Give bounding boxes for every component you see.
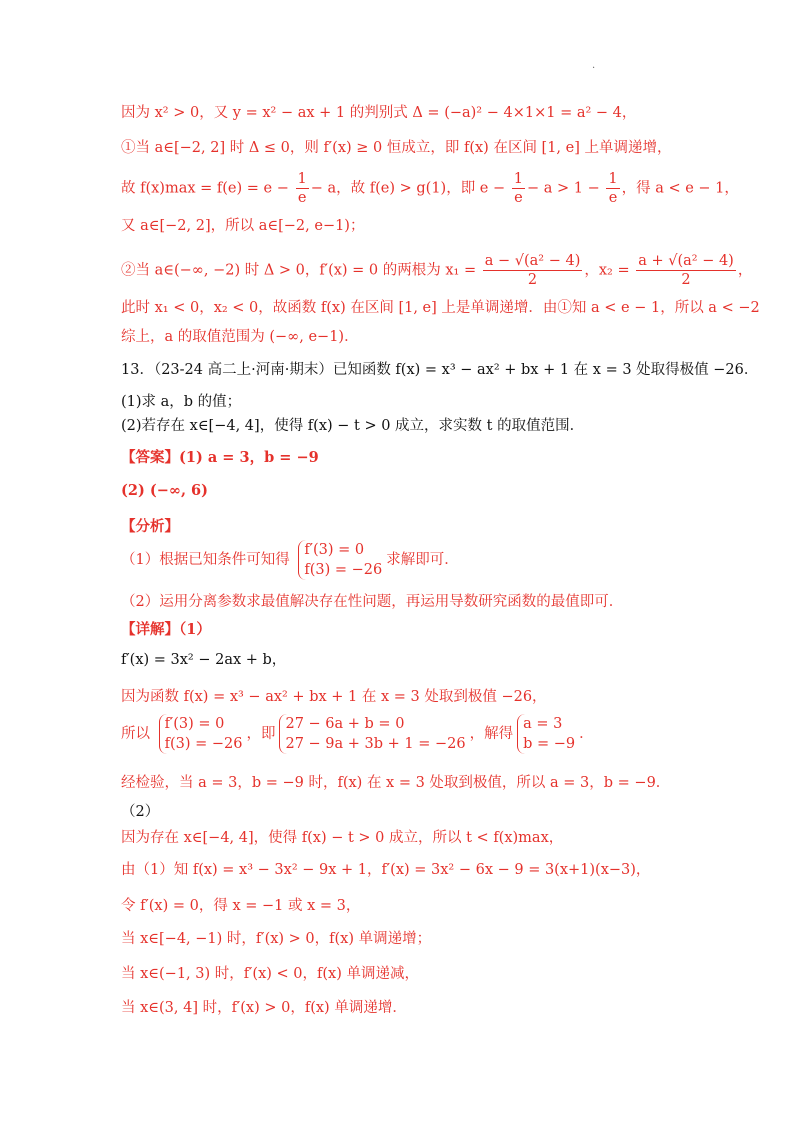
text-line-3-head: 故 f(x)max = f(e) = e − <box>121 180 294 197</box>
fraction-1-over-e <box>296 170 309 207</box>
text-line-1: 因为 x² > 0，又 y = x² − ax + 1 的判别式 Δ = (−a)² − 4×1×1 = a² − 4， <box>121 105 637 121</box>
detail-mid: ，即 <box>246 726 276 742</box>
detail-line-part2-4: 当 x∈[−4, −1) 时，f′(x) > 0，f(x) 单调递增； <box>121 931 432 947</box>
answer-line-1: 【答案】(1) a = 3，b = −9 <box>121 449 319 466</box>
text-line-3-mid: − a，故 f(e) > g(1)，即 e − <box>310 180 510 197</box>
frac-den: e <box>608 190 618 206</box>
analysis-equation-system <box>298 540 382 580</box>
equation-row: f′(3) = 0 <box>304 542 365 558</box>
detail-solve: ，解得 <box>469 726 514 742</box>
page-mark: . <box>592 60 596 71</box>
text-line-5-tail: ， <box>737 262 753 279</box>
text-line-5 <box>121 252 753 289</box>
frac-den: e <box>297 190 307 206</box>
frac-num: 1 <box>513 171 523 187</box>
frac-num: a − √(a² − 4) <box>484 253 581 269</box>
analysis-heading: 【分析】 <box>121 518 179 535</box>
equation-row: a = 3 <box>523 716 563 732</box>
fraction-1-over-e-3 <box>606 170 619 207</box>
fraction-root-x2 <box>636 252 736 289</box>
detail-equation-system-3 <box>517 714 575 754</box>
detail-equation-system-1 <box>159 714 243 754</box>
text-line-3-tail: ，得 a < e − 1， <box>621 180 739 197</box>
problem-13-part1: (1)求 a，b 的值； <box>121 394 242 410</box>
frac-num: a + √(a² − 4) <box>638 253 734 269</box>
text-line-5-head: ②当 a∈(−∞, −2) 时 Δ > 0，f′(x) = 0 的两根为 x₁ = <box>121 262 481 279</box>
analysis-step-1 <box>121 540 680 580</box>
text-line-3-mid2: − a > 1 − <box>527 180 605 197</box>
equation-row: f(3) = −26 <box>304 562 383 578</box>
text-line-7: 综上，a 的取值范围为 (−∞, e−1)． <box>121 329 359 345</box>
detail-heading: 【详解】（1） <box>121 621 211 638</box>
detail-line-part2-6: 当 x∈(3, 4] 时，f′(x) > 0，f(x) 单调递增． <box>121 1000 407 1016</box>
equation-row: b = −9 <box>523 736 576 752</box>
fraction-root-x1 <box>483 252 583 289</box>
frac-den: 2 <box>527 272 538 288</box>
text-line-4: 又 a∈[−2, 2]，所以 a∈[−2, e−1)； <box>121 218 365 234</box>
detail-end: ． <box>579 726 594 742</box>
text-line-2: ①当 a∈[−2, 2] 时 Δ ≤ 0，则 f′(x) ≥ 0 恒成立，即 f(x) 在区间 [1, e] 上单调递增， <box>121 140 672 156</box>
equation-row: f(3) = −26 <box>164 736 243 752</box>
equation-row: f′(3) = 0 <box>164 716 225 732</box>
detail-system-line <box>121 714 680 754</box>
frac-num: 1 <box>608 171 618 187</box>
equation-row: 27 − 9a + 3b + 1 = −26 <box>285 736 466 752</box>
answer-line-2: (2) (−∞, 6) <box>121 482 208 499</box>
equation-row: 27 − 6a + b = 0 <box>285 716 405 732</box>
detail-line-part2-1: 因为存在 x∈[−4, 4]，使得 f(x) − t > 0 成立，所以 t < f(x)max， <box>121 830 564 846</box>
detail-derivative: f′(x) = 3x² − 2ax + b， <box>121 652 287 668</box>
frac-den: e <box>514 190 523 206</box>
detail-system-head: 所以 <box>121 726 155 742</box>
detail-line-part2-3: 令 f′(x) = 0，得 x = −1 或 x = 3， <box>121 898 361 914</box>
problem-13-part2: (2)若存在 x∈[−4, 4]，使得 f(x) − t > 0 成立，求实数 t 的取值范围． <box>121 418 585 434</box>
problem-13-statement: 13．（23-24 高二上·河南·期末）已知函数 f(x) = x³ − ax² + bx + 1 在 x = 3 处取得极值 −26． <box>121 362 759 378</box>
detail-part2-label: （2） <box>121 804 160 820</box>
detail-line-part2-5: 当 x∈(−1, 3) 时，f′(x) < 0，f(x) 单调递减， <box>121 966 419 982</box>
frac-num: 1 <box>297 171 307 187</box>
detail-verify: 经检验，当 a = 3，b = −9 时，f(x) 在 x = 3 处取到极值，所以 a = 3，b = −9． <box>121 775 671 791</box>
analysis-step-1-head: （1）根据已知条件可知得 <box>121 552 295 568</box>
x2-label: ，x₂ = <box>584 262 635 279</box>
detail-line-2: 因为函数 f(x) = x³ − ax² + bx + 1 在 x = 3 处取到极值 −26， <box>121 689 547 705</box>
detail-line-part2-2: 由（1）知 f(x) = x³ − 3x² − 9x + 1，f′(x) = 3x² − 6x − 9 = 3(x+1)(x−3)， <box>121 862 651 878</box>
analysis-step-1-tail: 求解即可． <box>386 552 459 568</box>
fraction-1-over-e-2 <box>512 170 525 207</box>
text-line-6: 此时 x₁ < 0，x₂ < 0，故函数 f(x) 在区间 [1, e] 上是单调递增．由①知 a < e − 1，所以 a < −2 <box>121 300 760 316</box>
frac-den: 2 <box>681 272 691 288</box>
text-line-3 <box>121 170 739 207</box>
detail-equation-system-2 <box>279 714 465 754</box>
analysis-step-2: （2）运用分离参数求最值解决存在性问题，再运用导数研究函数的最值即可． <box>121 594 624 610</box>
